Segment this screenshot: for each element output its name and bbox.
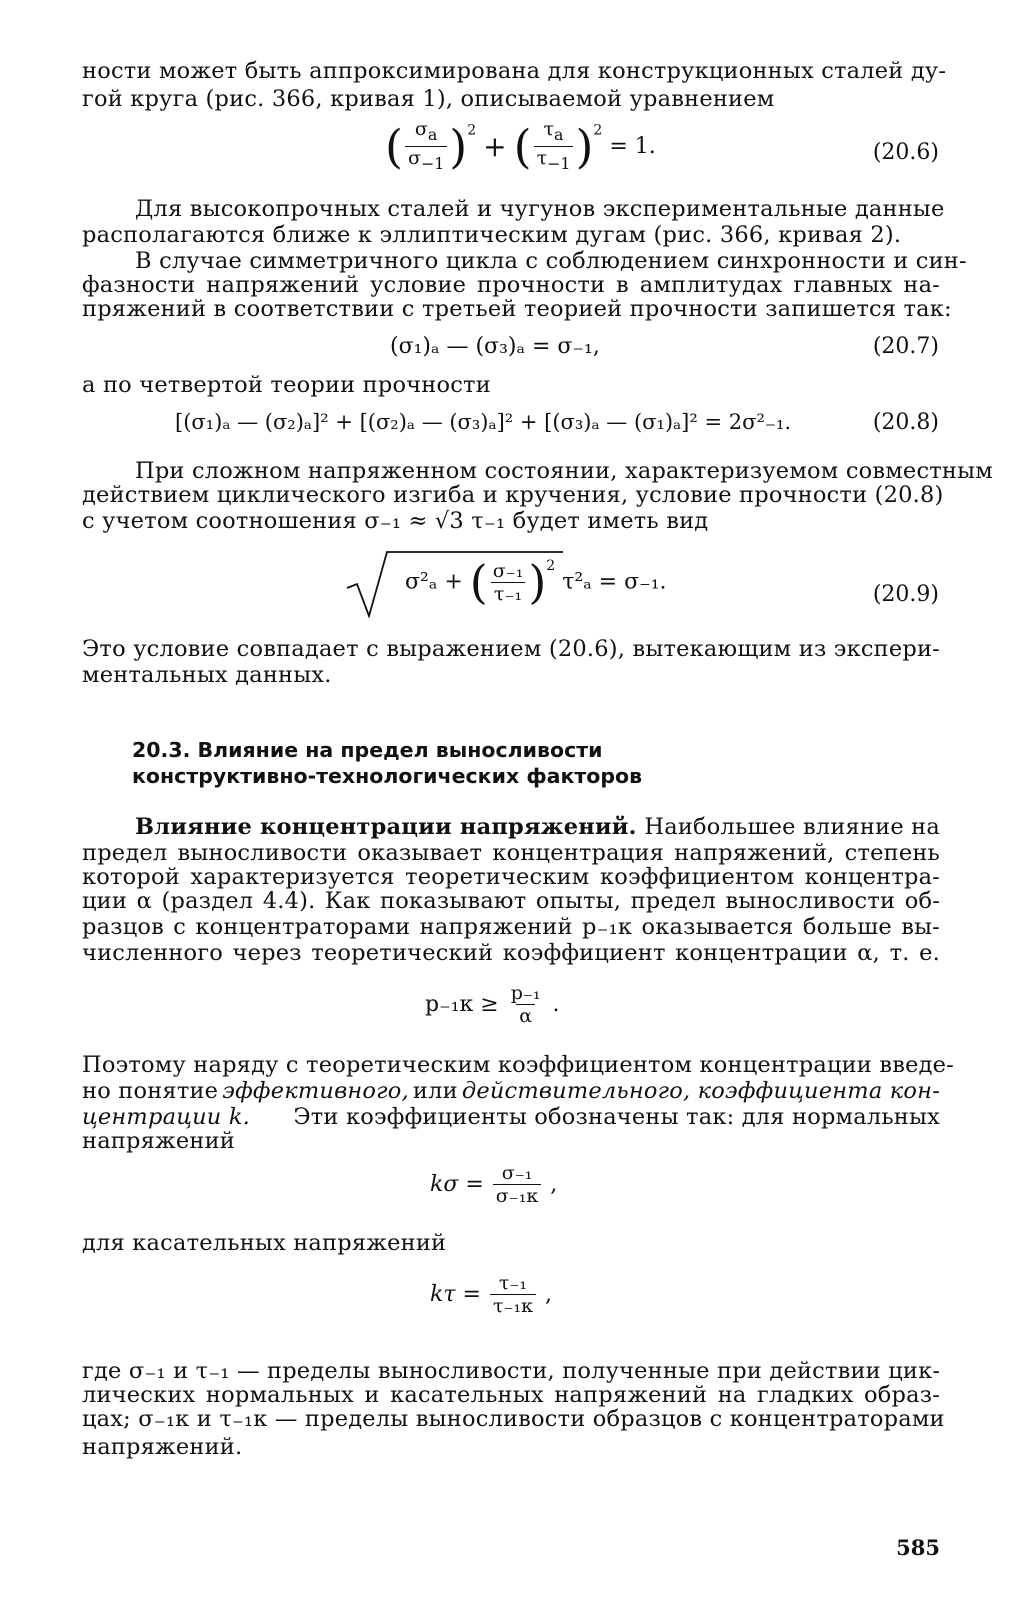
text-line: которой характеризуется теоретическим коэффициентом концентра- [82,864,940,890]
text-line: напряжений [82,1128,236,1154]
equation-20-7: (σ₁)ₐ — (σ₃)ₐ = σ₋₁, [390,334,600,359]
text-line: пряжений в соответствии с третьей теорией прочности запишется так: [82,296,952,322]
document-page: ности может быть аппроксимирована для конструкционных сталей ду- гой круга (рис. 366, кривая 1), описываемой уравнением ( $\frac{\sigma_a}{\sigma_{-1}}$ )$^2$ + ( $\frac{\tau_a}{\tau_{-1}}$ )$^2$ = 1. (20.6) Для высокопрочных сталей и чугунов экспериментальные данные располагаются ближе к эллиптическим дугам (рис. 366, кривая 2). В случае симметричного цикла с соблюдением синхронности и син- фазности напряжений условие прочности в амплитудах главных на- пряжений в соответствии с третьей теорией прочности запишется так: (σ₁)ₐ — (σ₃)ₐ = σ₋₁, (20.7) а по четвертой теории прочности [(σ₁)ₐ — (σ₂)ₐ]² + [(σ₂)ₐ — (σ₃)ₐ]² + [(σ₃)ₐ — (σ₁)ₐ]² = 2σ²₋₁. (20.8) При сложном напряженном состоянии, характеризуемом совместным действием циклического изгиба и кручения, условие прочности (20.8) с учетом соотношения σ₋₁ ≈ √3 τ₋₁ будет иметь вид σ²ₐ + ( $\frac{\text{σ₋₁}}{\text{τ₋₁}}$ )$^2$ τ²ₐ = σ₋₁. (20.9) Это условие совпадает с выражением (20.6), вытекающим из экспери- ментальных данных. 20.3. Влияние на предел выносливости конструктивно-технологических факторов Влияние концентрации напряжений. Наибольшее влияние на предел выносливости оказывает концентрация напряжений, степень которой характеризуется теоретическим коэффициентом концентра- ции α (раздел 4.4). Как показывают опыты, предел выносливости об- разцов с концентраторами напряжений p₋₁к оказывается больше вы- численного через теоретический коэффициент концентрации α, т. е. p₋₁к ≥ $\frac{\text{p₋₁}}{\alpha}$ . Поэтому наряду с теоретическим коэффициентом концентрации введе- но понятие эффективного, или действительного, коэффициента кон- центрации k. Эти коэффициенты обозначены так: для нормальных напряжений kσ = $\frac{\text{σ₋₁}}{\text{σ₋₁к}}$ , для касательных напряжений kτ = $\frac{\text{τ₋₁}}{\text{τ₋₁к}}$ , где σ₋₁ и τ₋₁ — пределы выносливости, полученные при действии цик- лических нормальных и касательных напряжений на гладких образ- цах; σ₋₁к и τ₋₁к — пределы выносливости образцов с концентраторами напряжений. 585 [82,58,993,1560]
equation-label: (20.9) [872,582,939,607]
text-line: располагаются ближе к эллиптическим дугам (рис. 366, кривая 2). [82,222,902,248]
equation-label: (20.8) [872,410,939,435]
text-line: В случае симметричного цикла с соблюдением синхронности и син- [135,248,967,274]
text-line: численного через теоретический коэффициент концентрации α, т. е. [82,940,940,966]
section-heading: конструктивно-технологических факторов [132,764,643,788]
equation-inequality: p₋₁к ≥ $\frac{\text{p₋₁}}{\alpha}$ . [425,982,560,1027]
text-line: где σ₋₁ и τ₋₁ — пределы выносливости, полученные при действии цик- [82,1358,941,1384]
equation-20-6: ( $\frac{\sigma_a}{\sigma_{-1}}$ )$^2$ + ( $\frac{\tau_a}{\tau_{-1}}$ )$^2$ = 1. [385,118,656,174]
text-line: ментальных данных. [82,662,332,688]
text-line: предел выносливости оказывает концентрация напряжений, степень [82,840,940,866]
text-line: разцов с концентраторами напряжений p₋₁к оказывается больше вы- [82,914,940,940]
text-line: для касательных напряжений [82,1230,447,1256]
text-line: цах; σ₋₁к и τ₋₁к — пределы выносливости образцов с концентраторами [82,1406,945,1432]
equation-k-tau: kτ = $\frac{\text{τ₋₁}}{\text{τ₋₁к}}$ , [430,1272,552,1317]
equation-label: (20.7) [872,334,939,359]
text-line: но понятие эффективного, или действительного, коэффициента кон- [82,1078,940,1104]
equation-k-sigma: kσ = $\frac{\text{σ₋₁}}{\text{σ₋₁к}}$ , [430,1162,558,1207]
text-line: ности может быть аппроксимирована для конструкционных сталей ду- [82,58,947,84]
section-heading: 20.3. Влияние на предел выносливости [132,738,603,762]
text-line: гой круга (рис. 366, кривая 1), описываемой уравнением [82,86,775,112]
text-line: а по четвертой теории прочности [82,372,491,398]
text-line: лических нормальных и касательных напряжений на гладких образ- [82,1382,940,1408]
page-number: 585 [896,1535,940,1560]
text-line: с учетом соотношения σ₋₁ ≈ √3 τ₋₁ будет иметь вид [82,508,709,534]
text-line: Это условие совпадает с выражением (20.6), вытекающим из экспери- [82,636,940,662]
text-line: ции α (раздел 4.4). Как показывают опыты, предел выносливости об- [82,888,940,914]
text-line: напряжений. [82,1434,243,1460]
text-line: Влияние концентрации напряжений. Наибольшее влияние на [135,814,940,840]
text-line: Поэтому наряду с теоретическим коэффициентом концентрации введе- [82,1052,954,1078]
equation-label: (20.6) [872,140,939,165]
text-line: При сложном напряженном состоянии, характеризуемом совместным [135,458,993,484]
text-line: центрации k. Эти коэффициенты обозначены так: для нормальных [82,1104,940,1130]
text-line: фазности напряжений условие прочности в амплитудах главных на- [82,272,940,298]
text-line: действием циклического изгиба и кручения, условие прочности (20.8) [82,482,944,508]
text-line: Для высокопрочных сталей и чугунов экспериментальные данные [135,196,945,222]
equation-20-8: [(σ₁)ₐ — (σ₂)ₐ]² + [(σ₂)ₐ — (σ₃)ₐ]² + [(σ₃)ₐ — (σ₁)ₐ]² = 2σ²₋₁. [175,410,792,434]
